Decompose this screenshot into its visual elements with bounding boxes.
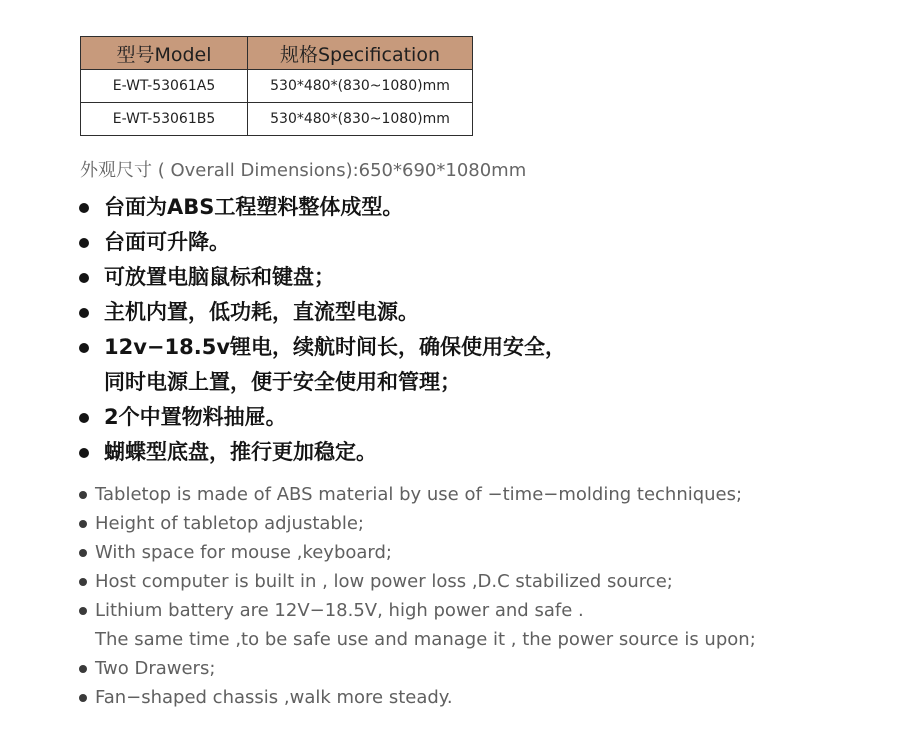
feature-list-english [78, 480, 756, 712]
bullet-icon [79, 308, 89, 318]
feature-text: Lithium battery are 12V−18.5V, high power and safe . [95, 600, 584, 621]
bullet-icon [79, 491, 87, 499]
bullet-icon [79, 413, 89, 423]
model-column-header: 型号Model [81, 37, 248, 70]
feature-text: 蝴蝶型底盘，推行更加稳定。 [104, 440, 377, 464]
list-item [78, 190, 566, 225]
bullet-icon [79, 578, 87, 586]
feature-text: 主机内置，低功耗，直流型电源。 [104, 300, 419, 324]
feature-text: 台面为ABS工程塑料整体成型。 [104, 195, 404, 219]
list-item [78, 435, 566, 470]
list-item [78, 330, 566, 400]
feature-text: Two Drawers; [95, 658, 216, 679]
list-item [78, 400, 566, 435]
list-item [78, 509, 756, 538]
bullet-icon [79, 238, 89, 248]
feature-text-continued: 同时电源上置，便于安全使用和管理； [104, 370, 461, 394]
list-item [78, 538, 756, 567]
bullet-icon [79, 273, 89, 283]
list-item [78, 567, 756, 596]
spec-cell: 530*480*(830~1080)mm [248, 103, 473, 136]
feature-text: Tabletop is made of ABS material by use of −time−molding techniques; [95, 484, 743, 505]
table-row [81, 103, 473, 136]
feature-text: 2个中置物料抽屉。 [104, 405, 287, 429]
feature-text: 台面可升降。 [104, 230, 230, 254]
bullet-icon [79, 343, 89, 353]
feature-text-continued: The same time ,to be safe use and manage it , the power source is upon; [95, 629, 756, 650]
bullet-icon [79, 203, 89, 213]
list-item [78, 596, 756, 654]
list-item [78, 295, 566, 330]
overall-dimensions: 外观尺寸 ( Overall Dimensions):650*690*1080mm [80, 160, 527, 181]
feature-text: Host computer is built in , low power loss ,D.C stabilized source; [95, 571, 673, 592]
feature-text: With space for mouse ,keyboard; [95, 542, 392, 563]
bullet-icon [79, 607, 87, 615]
bullet-icon [79, 665, 87, 673]
list-item [78, 683, 756, 712]
list-item [78, 225, 566, 260]
feature-text: Fan−shaped chassis ,walk more steady. [95, 687, 453, 708]
bullet-icon [79, 549, 87, 557]
bullet-icon [79, 520, 87, 528]
bullet-icon [79, 448, 89, 458]
model-cell: E-WT-53061A5 [81, 70, 248, 103]
feature-list-chinese [78, 190, 566, 470]
list-item [78, 654, 756, 683]
table-row [81, 70, 473, 103]
spec-cell: 530*480*(830~1080)mm [248, 70, 473, 103]
spec-table [80, 36, 473, 136]
feature-text: Height of tabletop adjustable; [95, 513, 364, 534]
feature-text: 12v−18.5v锂电，续航时间长，确保使用安全， [104, 335, 567, 359]
model-cell: E-WT-53061B5 [81, 103, 248, 136]
feature-text: 可放置电脑鼠标和键盘； [104, 265, 335, 289]
spec-column-header: 规格Specification [248, 37, 473, 70]
list-item [78, 480, 756, 509]
bullet-icon [79, 694, 87, 702]
spec-table-header-row [81, 37, 473, 70]
list-item [78, 260, 566, 295]
